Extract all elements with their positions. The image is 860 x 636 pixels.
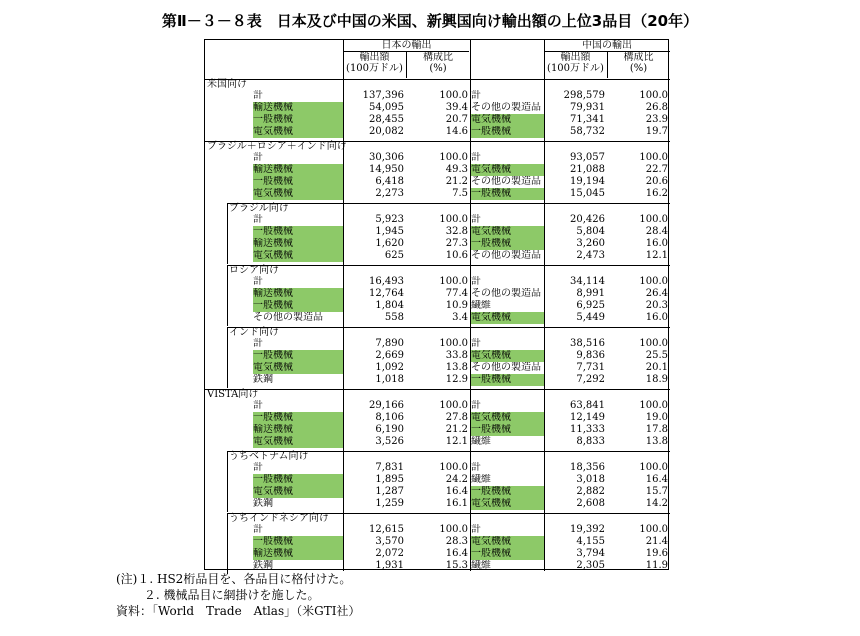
jp-share-cell: 12.1	[445, 436, 468, 447]
table-row	[205, 548, 670, 560]
jp-share-cell: 27.8	[445, 412, 468, 423]
jp-value-cell: 12,764	[369, 288, 404, 299]
cn-value-cell: 12,149	[570, 412, 605, 423]
jp-value-cell: 12,615	[369, 524, 404, 535]
cn-item-cell: 繊維	[471, 560, 491, 571]
cn-item-cell: 電気機械	[471, 412, 544, 424]
cn-value-cell: 79,931	[570, 102, 605, 113]
cn-share-cell: 17.8	[645, 424, 668, 435]
jp-share-cell: 13.8	[445, 362, 468, 373]
cn-item-cell: 一般機械	[471, 188, 544, 200]
cn-share-cell: 20.3	[645, 300, 668, 311]
cn-share-cell: 100.0	[639, 90, 668, 101]
jp-value-cell: 1,259	[375, 498, 404, 509]
group-label: VISTA向け	[207, 389, 259, 400]
jp-value-cell: 20,082	[369, 126, 404, 137]
jp-share-cell: 14.6	[445, 126, 468, 137]
jp-share-cell: 16.4	[445, 548, 468, 559]
cn-value-cell: 93,057	[570, 152, 605, 163]
japan-header: 日本の輸出	[381, 40, 432, 51]
group-label: ブラジル向け	[229, 203, 289, 214]
jp-share-cell: 15.3	[445, 560, 468, 571]
group-divider	[205, 79, 670, 80]
china-value-header-line2: (100万ドル)	[547, 63, 604, 74]
jp-share-cell: 100.0	[439, 462, 468, 473]
jp-value-cell: 1,945	[375, 226, 404, 237]
jp-share-cell: 27.3	[445, 238, 468, 249]
jp-item-cell: 輸送機械	[253, 238, 343, 250]
jp-item-cell: 輸送機械	[253, 164, 343, 176]
table-row	[205, 300, 670, 312]
jp-item-cell: 電気機械	[253, 436, 343, 448]
jp-value-cell: 137,396	[362, 90, 404, 101]
cn-item-cell: 計	[471, 276, 481, 287]
jp-value-cell: 16,493	[369, 276, 404, 287]
table-row	[205, 176, 670, 188]
cn-share-cell: 100.0	[639, 524, 668, 535]
cn-share-cell: 19.6	[645, 548, 668, 559]
jp-value-cell: 1,018	[375, 374, 404, 385]
group-label: 米国向け	[207, 79, 247, 90]
cn-value-cell: 11,333	[570, 424, 605, 435]
cn-value-cell: 2,473	[576, 250, 605, 261]
cn-item-cell: 電気機械	[471, 226, 544, 238]
jp-item-cell: 電気機械	[253, 486, 343, 498]
cn-item-cell: 一般機械	[471, 374, 544, 386]
cn-value-cell: 58,732	[570, 126, 605, 137]
table-row	[205, 90, 670, 102]
cn-value-cell: 21,088	[570, 164, 605, 175]
table-row	[205, 152, 670, 164]
jp-share-cell: 20.7	[445, 114, 468, 125]
table-row	[205, 276, 670, 288]
cn-share-cell: 20.1	[645, 362, 668, 373]
jp-item-cell: 計	[253, 214, 263, 225]
group-label: インド向け	[229, 327, 279, 338]
cn-item-cell: 計	[471, 524, 481, 535]
jp-item-cell: 輸送機械	[253, 102, 343, 114]
cn-share-cell: 26.8	[645, 102, 668, 113]
jp-share-cell: 21.2	[445, 176, 468, 187]
jp-item-cell: 一般機械	[253, 114, 343, 126]
cn-value-cell: 2,305	[576, 560, 605, 571]
cn-share-cell: 100.0	[639, 276, 668, 287]
table-row	[205, 350, 670, 362]
cn-value-cell: 3,260	[576, 238, 605, 249]
table-row	[205, 214, 670, 226]
jp-item-cell: 電気機械	[253, 126, 343, 138]
jp-item-cell: 計	[253, 400, 263, 411]
table-row	[205, 188, 670, 200]
jp-item-cell: その他の製造品	[253, 312, 323, 323]
jp-item-cell: 鉄鋼	[253, 560, 273, 571]
cn-share-cell: 19.0	[645, 412, 668, 423]
group-divider	[227, 203, 670, 204]
china-share-header-line2: (%)	[629, 63, 648, 74]
table-row	[205, 102, 670, 114]
cn-share-cell: 20.6	[645, 176, 668, 187]
jp-value-cell: 6,190	[375, 424, 404, 435]
jp-share-cell: 33.8	[445, 350, 468, 361]
jp-item-cell: 鉄鋼	[253, 374, 273, 385]
jp-value-cell: 2,273	[375, 188, 404, 199]
cn-item-cell: その他の製造品	[471, 288, 541, 299]
china-header: 中国の輸出	[582, 40, 632, 51]
export-table	[204, 39, 669, 570]
cn-value-cell: 3,794	[576, 548, 605, 559]
jp-item-cell: 輸送機械	[253, 424, 343, 436]
cn-item-cell: 電気機械	[471, 312, 544, 324]
group-label: うちベトナム向け	[229, 451, 309, 462]
table-row	[205, 536, 670, 548]
jp-item-cell: 一般機械	[253, 536, 343, 548]
table-row	[205, 362, 670, 374]
cn-value-cell: 2,608	[576, 498, 605, 509]
jp-item-cell: 一般機械	[253, 412, 343, 424]
cn-value-cell: 4,155	[576, 536, 605, 547]
page-title: 第Ⅱ－３－８表 日本及び中国の米国、新興国向け輸出額の上位3品目（20年）	[161, 12, 699, 30]
table-row	[205, 126, 670, 138]
cn-item-cell: 電気機械	[471, 536, 544, 548]
japan-share-header-line1: 構成比	[423, 52, 453, 63]
jp-share-cell: 100.0	[439, 524, 468, 535]
cn-share-cell: 19.7	[645, 126, 668, 137]
cn-item-cell: 計	[471, 338, 481, 349]
notes	[116, 571, 360, 619]
japan-value-header-line1: 輸出額	[359, 52, 390, 63]
cn-item-cell: 計	[471, 152, 481, 163]
table-row	[205, 424, 670, 436]
cn-item-cell: 電気機械	[471, 114, 544, 126]
table-row	[205, 238, 670, 250]
table-row	[205, 412, 670, 424]
jp-share-cell: 16.1	[445, 498, 468, 509]
jp-share-cell: 100.0	[439, 90, 468, 101]
jp-share-cell: 100.0	[439, 276, 468, 287]
table-row	[205, 474, 670, 486]
cn-share-cell: 100.0	[639, 214, 668, 225]
cn-value-cell: 5,804	[576, 226, 605, 237]
jp-item-cell: 輸送機械	[253, 548, 343, 560]
china-share-header	[607, 52, 670, 74]
jp-value-cell: 28,455	[369, 114, 404, 125]
jp-value-cell: 1,620	[375, 238, 404, 249]
group-divider	[227, 327, 670, 328]
jp-value-cell: 30,306	[369, 152, 404, 163]
jp-share-cell: 39.4	[445, 102, 468, 113]
jp-value-cell: 1,804	[375, 300, 404, 311]
jp-share-cell: 10.6	[445, 250, 468, 261]
cn-item-cell: 一般機械	[471, 486, 544, 498]
cn-value-cell: 19,392	[570, 524, 605, 535]
table-row	[205, 374, 670, 386]
jp-value-cell: 54,095	[369, 102, 404, 113]
cn-item-cell: 計	[471, 90, 481, 101]
cn-value-cell: 2,882	[576, 486, 605, 497]
cn-share-cell: 22.7	[645, 164, 668, 175]
group-divider	[205, 389, 670, 390]
note-2: ２. 機械品目に網掛けを施した。	[116, 588, 320, 602]
jp-value-cell: 6,418	[375, 176, 404, 187]
cn-share-cell: 26.4	[645, 288, 668, 299]
table-row	[205, 462, 670, 474]
jp-share-cell: 12.9	[445, 374, 468, 385]
table-row	[205, 524, 670, 536]
jp-item-cell: 計	[253, 338, 263, 349]
cn-share-cell: 16.0	[645, 312, 668, 323]
jp-value-cell: 5,923	[375, 214, 404, 225]
jp-item-cell: 電気機械	[253, 250, 343, 262]
table-row	[205, 288, 670, 300]
cn-item-cell: 繊維	[471, 474, 491, 485]
cn-value-cell: 8,833	[576, 436, 605, 447]
jp-value-cell: 558	[384, 312, 404, 323]
cn-item-cell: 一般機械	[471, 126, 544, 138]
cn-item-cell: 計	[471, 214, 481, 225]
jp-value-cell: 1,287	[375, 486, 404, 497]
cn-item-cell: 計	[471, 400, 481, 411]
cn-item-cell: 一般機械	[471, 548, 544, 560]
japan-share-header	[406, 52, 470, 74]
jp-value-cell: 29,166	[369, 400, 404, 411]
note-1: (注)１. HS2桁品目を、各品目に格付けた。	[116, 572, 352, 586]
cn-value-cell: 298,579	[563, 90, 605, 101]
jp-item-cell: 一般機械	[253, 226, 343, 238]
cn-value-cell: 7,731	[576, 362, 605, 373]
cn-share-cell: 14.2	[645, 498, 668, 509]
jp-item-cell: 計	[253, 524, 263, 535]
cn-share-cell: 100.0	[639, 338, 668, 349]
cn-item-cell: 繊維	[471, 436, 491, 447]
cn-share-cell: 11.9	[645, 560, 668, 571]
cn-share-cell: 100.0	[639, 400, 668, 411]
jp-share-cell: 77.4	[445, 288, 468, 299]
cn-value-cell: 8,991	[576, 288, 605, 299]
cn-value-cell: 3,018	[576, 474, 605, 485]
cn-value-cell: 5,449	[576, 312, 605, 323]
jp-value-cell: 2,669	[375, 350, 404, 361]
jp-value-cell: 625	[384, 250, 404, 261]
jp-item-cell: 電気機械	[253, 362, 343, 374]
cn-item-cell: その他の製造品	[471, 362, 541, 373]
cn-share-cell: 25.5	[645, 350, 668, 361]
cn-share-cell: 16.2	[645, 188, 668, 199]
cn-value-cell: 9,836	[576, 350, 605, 361]
jp-item-cell: 計	[253, 90, 263, 101]
cn-item-cell: 計	[471, 462, 481, 473]
table-row	[205, 164, 670, 176]
jp-item-cell: 一般機械	[253, 350, 343, 362]
jp-share-cell: 100.0	[439, 152, 468, 163]
table-row	[205, 226, 670, 238]
japan-share-header-line2: (%)	[429, 63, 447, 74]
cn-item-cell: 一般機械	[471, 424, 544, 436]
jp-value-cell: 7,831	[375, 462, 404, 473]
jp-item-cell: 計	[253, 152, 263, 163]
table-row	[205, 436, 670, 448]
table-row	[205, 312, 670, 324]
cn-item-cell: その他の製造品	[471, 250, 541, 261]
jp-share-cell: 16.4	[445, 486, 468, 497]
cn-value-cell: 34,114	[570, 276, 605, 287]
cn-share-cell: 28.4	[645, 226, 668, 237]
cn-value-cell: 7,292	[576, 374, 605, 385]
table-row	[205, 338, 670, 350]
jp-item-cell: 一般機械	[253, 176, 343, 188]
cn-item-cell: その他の製造品	[471, 176, 541, 187]
jp-item-cell: 一般機械	[253, 300, 343, 312]
cn-value-cell: 18,356	[570, 462, 605, 473]
china-share-header-line1: 構成比	[623, 52, 654, 63]
table-row	[205, 486, 670, 498]
jp-share-cell: 100.0	[439, 338, 468, 349]
table-row	[205, 250, 670, 262]
jp-share-cell: 100.0	[439, 400, 468, 411]
table-row	[205, 400, 670, 412]
china-value-header	[544, 52, 607, 74]
group-divider	[227, 265, 670, 266]
jp-value-cell: 1,895	[375, 474, 404, 485]
table-row	[205, 498, 670, 510]
cn-share-cell: 13.8	[645, 436, 668, 447]
cn-item-cell: 繊維	[471, 300, 491, 311]
cn-value-cell: 19,194	[570, 176, 605, 187]
japan-share-divider	[406, 52, 407, 78]
group-label: ロシア向け	[229, 265, 279, 276]
jp-value-cell: 8,106	[375, 412, 404, 423]
jp-value-cell: 1,092	[375, 362, 404, 373]
jp-share-cell: 21.2	[445, 424, 468, 435]
cn-item-cell: その他の製造品	[471, 102, 541, 113]
cn-value-cell: 20,426	[570, 214, 605, 225]
jp-value-cell: 14,950	[369, 164, 404, 175]
jp-value-cell: 2,072	[375, 548, 404, 559]
jp-item-cell: 電気機械	[253, 188, 343, 200]
table-row	[205, 114, 670, 126]
jp-item-cell: 鉄鋼	[253, 498, 273, 509]
cn-item-cell: 電気機械	[471, 498, 544, 510]
cn-share-cell: 21.4	[645, 536, 668, 547]
jp-value-cell: 1,931	[375, 560, 404, 571]
jp-share-cell: 10.9	[445, 300, 468, 311]
group-label: うちインドネシア向け	[229, 513, 329, 524]
cn-value-cell: 38,516	[570, 338, 605, 349]
cn-value-cell: 6,925	[576, 300, 605, 311]
japan-value-header	[343, 52, 406, 74]
jp-item-cell: 計	[253, 276, 263, 287]
cn-share-cell: 100.0	[639, 152, 668, 163]
jp-share-cell: 49.3	[445, 164, 468, 175]
cn-share-cell: 16.0	[645, 238, 668, 249]
jp-share-cell: 24.2	[445, 474, 468, 485]
cn-share-cell: 16.4	[645, 474, 668, 485]
jp-share-cell: 100.0	[439, 214, 468, 225]
jp-share-cell: 7.5	[452, 188, 468, 199]
cn-item-cell: 電気機械	[471, 164, 544, 176]
cn-share-cell: 12.1	[645, 250, 668, 261]
jp-share-cell: 28.3	[445, 536, 468, 547]
jp-item-cell: 計	[253, 462, 263, 473]
cn-value-cell: 71,341	[570, 114, 605, 125]
note-3: 資料：｢World Trade Atlas｣（米GTI社）	[116, 604, 361, 618]
china-value-header-line1: 輸出額	[560, 52, 591, 63]
cn-value-cell: 63,841	[570, 400, 605, 411]
group-label: ブラジル＋ロシア＋インド向け	[207, 141, 347, 152]
cn-item-cell: 電気機械	[471, 350, 544, 362]
jp-item-cell: 一般機械	[253, 474, 343, 486]
japan-value-header-line2: (100万ドル)	[346, 63, 403, 74]
jp-share-cell: 3.4	[452, 312, 468, 323]
jp-item-cell: 輸送機械	[253, 288, 343, 300]
cn-share-cell: 23.9	[645, 114, 668, 125]
jp-value-cell: 3,570	[375, 536, 404, 547]
cn-share-cell: 18.9	[645, 374, 668, 385]
cn-share-cell: 15.7	[645, 486, 668, 497]
cn-value-cell: 15,045	[570, 188, 605, 199]
china-share-divider	[607, 52, 608, 78]
cn-share-cell: 100.0	[639, 462, 668, 473]
jp-value-cell: 3,526	[375, 436, 404, 447]
cn-item-cell: 一般機械	[471, 238, 544, 250]
jp-share-cell: 32.8	[445, 226, 468, 237]
jp-value-cell: 7,890	[375, 338, 404, 349]
